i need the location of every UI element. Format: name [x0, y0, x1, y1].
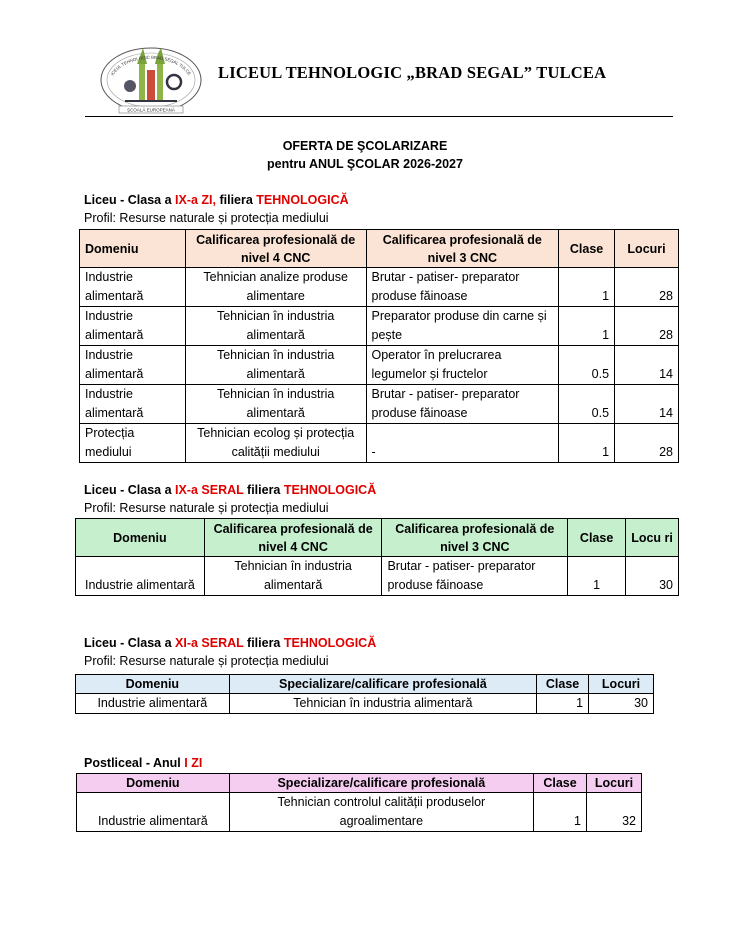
cell-clase: 0.5 [559, 385, 615, 424]
cell-nivel4: Tehnician în industria alimentară [185, 346, 366, 385]
table-row [80, 385, 679, 424]
profile-label: Profil: Resurse naturale și protecția mediului [84, 501, 329, 515]
table-header-row [76, 675, 654, 694]
col-header: Locu ri [626, 519, 679, 557]
cell-nivel4: Tehnician în industria alimentară [185, 307, 366, 346]
cell-clase: 0.5 [559, 346, 615, 385]
section-title: Liceu - Clasa a IX-a SERAL filiera TEHNOLOGICĂ [84, 483, 377, 497]
cell-nivel4: Tehnician ecolog și protecția calității mediului [185, 424, 366, 463]
col-header: Locuri [615, 230, 679, 268]
cell-locuri: 30 [589, 694, 654, 714]
document-title: OFERTA DE ŞCOLARIZARE [282, 139, 448, 153]
cell-specializare: Tehnician în industria alimentară [229, 694, 536, 714]
cell-domeniu: Industrie alimentară [76, 557, 205, 596]
offer-table-ix-zi [79, 229, 679, 463]
cell-domeniu: Industrie alimentară [80, 385, 186, 424]
cell-locuri: 14 [615, 385, 679, 424]
profile-label: Profil: Resurse naturale și protecția mediului [84, 654, 329, 668]
col-header: Clase [568, 519, 626, 557]
school-name: LICEUL TEHNOLOGIC „BRAD SEGAL” TULCEA [218, 63, 607, 82]
cell-specializare: Tehnician controlul calității produselor agroalimentare [229, 793, 533, 832]
table-header-row [76, 519, 679, 557]
cell-clase: 1 [534, 793, 587, 832]
table-row [80, 346, 679, 385]
table-row [80, 307, 679, 346]
cell-clase: 1 [559, 268, 615, 307]
offer-table-ix-seral [75, 518, 679, 596]
cell-nivel3: - [366, 424, 559, 463]
col-header: Specializare/calificare profesională [229, 675, 536, 694]
col-header: Calificarea profesională de nivel 3 CNC [382, 519, 568, 557]
cell-nivel3: Preparator produse din carne și pește [366, 307, 559, 346]
col-header: Domeniu [80, 230, 186, 268]
profile-label: Profil: Resurse naturale și protecția mediului [84, 211, 329, 225]
cell-nivel4: Tehnician în industria alimentară [185, 385, 366, 424]
cell-locuri: 28 [615, 307, 679, 346]
col-header: Clase [559, 230, 615, 268]
cell-locuri: 14 [615, 346, 679, 385]
cell-locuri: 32 [586, 793, 641, 832]
section-title: Postliceal - Anul I ZI [84, 756, 203, 770]
cell-domeniu: Industrie alimentară [80, 346, 186, 385]
logo-text-top: ICEUL TEHNOLOGIC BRAD SEGAL TULCE [109, 54, 193, 77]
document-subtitle: pentru ANUL ŞCOLAR 2026-2027 [267, 157, 463, 171]
cell-nivel3: Operator în prelucrarea legumelor și fructelor [366, 346, 559, 385]
cell-nivel3: Brutar - patiser- preparator produse făinoase [382, 557, 568, 596]
cell-locuri: 30 [626, 557, 679, 596]
cell-domeniu: Industrie alimentară [80, 307, 186, 346]
cell-domeniu: Industrie alimentară [76, 694, 230, 714]
col-header: Domeniu [77, 774, 230, 793]
table-row [80, 268, 679, 307]
col-header: Domeniu [76, 675, 230, 694]
col-header: Clase [537, 675, 589, 694]
cell-domeniu: Industrie alimentară [80, 268, 186, 307]
col-header: Domeniu [76, 519, 205, 557]
cell-locuri: 28 [615, 268, 679, 307]
cell-domeniu: Protecția mediului [80, 424, 186, 463]
cell-nivel3: Brutar - patiser- preparator produse făinoase [366, 385, 559, 424]
table-row [76, 694, 654, 714]
cell-clase: 1 [568, 557, 626, 596]
cell-clase: 1 [559, 307, 615, 346]
col-header: Specializare/calificare profesională [229, 774, 533, 793]
col-header: Calificarea profesională de nivel 4 CNC [185, 230, 366, 268]
col-header: Calificarea profesională de nivel 4 CNC [204, 519, 382, 557]
table-row [80, 424, 679, 463]
cell-clase: 1 [559, 424, 615, 463]
table-row [76, 557, 679, 596]
cell-locuri: 28 [615, 424, 679, 463]
header-divider [85, 116, 673, 117]
section-title: Liceu - Clasa a IX-a ZI, filiera TEHNOLOGICĂ [84, 193, 349, 207]
school-logo [97, 46, 205, 116]
section-title: Liceu - Clasa a XI-a SERAL filiera TEHNOLOGICĂ [84, 636, 377, 650]
cell-nivel3: Brutar - patiser- preparator produse făinoase [366, 268, 559, 307]
cell-clase: 1 [537, 694, 589, 714]
col-header: Locuri [589, 675, 654, 694]
offer-table-postliceal [76, 773, 642, 832]
offer-table-xi-seral [75, 674, 654, 714]
cell-domeniu: Industrie alimentară [77, 793, 230, 832]
logo-text-bottom: ȘCOALĂ EUROPEANĂ [127, 107, 175, 113]
cell-nivel4: Tehnician în industria alimentară [204, 557, 382, 596]
table-header-row [80, 230, 679, 268]
table-header-row [77, 774, 642, 793]
col-header: Clase [534, 774, 587, 793]
table-row [77, 793, 642, 832]
cell-nivel4: Tehnician analize produse alimentare [185, 268, 366, 307]
col-header: Locuri [586, 774, 641, 793]
col-header: Calificarea profesională de nivel 3 CNC [366, 230, 559, 268]
